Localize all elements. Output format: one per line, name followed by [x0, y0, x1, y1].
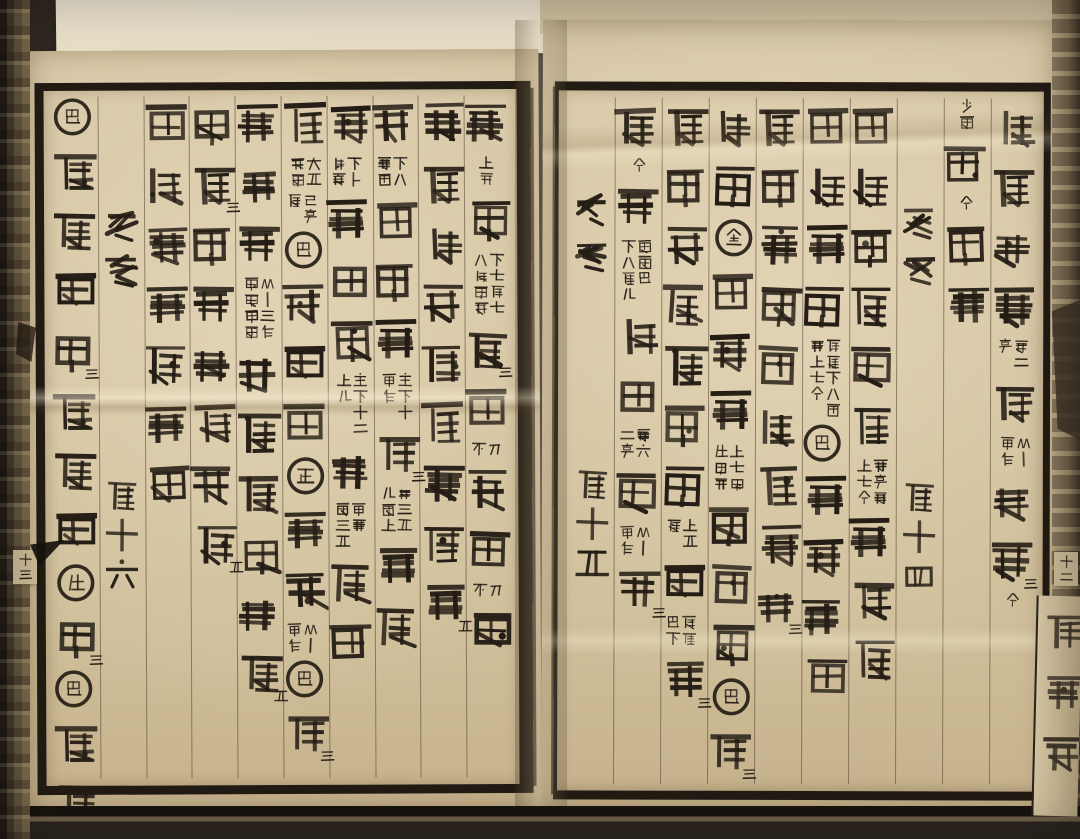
annotation-line [352, 373, 367, 436]
script-glyph [281, 396, 327, 450]
script-glyph [464, 522, 510, 576]
right-page-columns [565, 97, 1037, 784]
annotation-line [636, 239, 651, 302]
text-column [800, 98, 849, 784]
script-glyph [942, 216, 988, 270]
tone-circle-mark [802, 423, 842, 463]
script-glyph [190, 156, 236, 210]
script-glyph [328, 96, 374, 150]
phonetic-annotation [959, 98, 974, 129]
script-glyph [706, 497, 752, 551]
script-glyph [52, 503, 98, 557]
annotation-line [331, 156, 346, 187]
glyph-index-suffix [412, 468, 426, 487]
script-glyph [373, 312, 419, 366]
annotation-line [872, 458, 887, 505]
script-glyph [375, 538, 421, 592]
script-glyph [846, 338, 892, 392]
script-glyph [612, 98, 658, 152]
script-glyph [328, 442, 374, 496]
phonetic-annotation [1005, 593, 1020, 608]
script-glyph [419, 515, 465, 569]
annotation-line [351, 502, 366, 549]
text-column [612, 98, 661, 784]
phonetic-annotation [1000, 436, 1031, 467]
annotation-line [473, 252, 488, 315]
glyph-index-suffix [788, 621, 802, 640]
annotation-line [287, 622, 302, 653]
phonetic-annotation [290, 156, 321, 187]
script-glyph [420, 455, 466, 509]
script-glyph [617, 308, 663, 362]
script-glyph [756, 278, 802, 332]
tone-circle-mark [54, 669, 94, 709]
script-glyph [53, 609, 99, 663]
script-glyph [662, 218, 708, 272]
phonetic-annotation [620, 239, 651, 302]
script-glyph [52, 443, 98, 497]
annotation-line [619, 525, 634, 556]
script-glyph [755, 458, 801, 512]
text-column [417, 95, 466, 777]
annotation-line [631, 158, 646, 173]
script-glyph [803, 98, 849, 152]
script-glyph [238, 645, 284, 699]
script-glyph [279, 276, 325, 330]
script-glyph [803, 469, 849, 523]
annotation-line [713, 444, 728, 491]
script-glyph [756, 218, 802, 272]
script-glyph [659, 555, 705, 609]
annotation-line [303, 193, 318, 224]
text-column [234, 96, 283, 778]
annotation-line [473, 582, 488, 597]
script-glyph [754, 98, 800, 152]
script-glyph [616, 562, 662, 616]
script-glyph [328, 253, 374, 307]
glyph-index-suffix [1024, 576, 1038, 595]
script-glyph [189, 96, 235, 150]
annotation-line [1013, 339, 1028, 370]
script-glyph [753, 398, 799, 452]
script-glyph [238, 525, 284, 579]
script-glyph [847, 511, 893, 565]
annotation-line [681, 615, 696, 646]
script-glyph [805, 218, 851, 272]
text-column [894, 98, 943, 784]
script-glyph [850, 571, 896, 625]
chapter-number [902, 478, 936, 594]
phonetic-annotation [666, 518, 697, 549]
script-glyph [235, 216, 281, 270]
script-glyph [145, 456, 191, 510]
annotation-line [382, 373, 397, 420]
glyph-index-suffix [742, 766, 756, 785]
script-glyph [466, 192, 512, 246]
script-glyph [709, 98, 755, 152]
text-column [565, 97, 614, 783]
annotation-line [825, 338, 840, 417]
script-glyph [988, 472, 1034, 526]
annotation-line [1016, 436, 1031, 467]
script-glyph [236, 156, 282, 210]
script-glyph [418, 275, 464, 329]
script-glyph [51, 203, 97, 257]
script-glyph [52, 143, 98, 197]
script-glyph [329, 313, 375, 367]
script-glyph [847, 218, 893, 272]
script-glyph [142, 336, 188, 390]
script-glyph [143, 96, 189, 150]
phonetic-annotation [856, 458, 887, 505]
script-glyph [283, 562, 329, 616]
script-glyph [752, 578, 798, 632]
phonetic-annotation [336, 373, 367, 436]
text-column [371, 95, 420, 777]
annotation-line [489, 252, 504, 315]
phonetic-annotation [244, 276, 275, 339]
script-glyph [371, 598, 417, 652]
script-glyph [660, 458, 706, 512]
annotation-line [287, 193, 302, 224]
script-glyph [757, 518, 803, 572]
glyph-index-suffix [698, 695, 712, 714]
script-glyph [989, 158, 1035, 212]
script-glyph [848, 398, 894, 452]
script-glyph [193, 516, 239, 570]
glyph-index-suffix [458, 618, 472, 637]
text-column [96, 97, 145, 779]
phonetic-annotation [472, 441, 503, 456]
script-glyph [800, 529, 846, 583]
phonetic-annotation [335, 502, 366, 549]
text-column [51, 97, 100, 779]
left-book-edge [0, 0, 30, 839]
script-glyph [709, 557, 755, 611]
phonetic-annotation [713, 444, 744, 491]
phonetic-annotation [809, 338, 840, 417]
folio-number-left [13, 550, 37, 584]
right-page [541, 19, 1057, 812]
script-glyph [662, 652, 708, 706]
script-glyph [941, 135, 987, 189]
script-glyph [709, 617, 755, 671]
phonetic-annotation [619, 428, 650, 459]
annotation-line [997, 339, 1012, 370]
script-glyph [464, 462, 510, 516]
script-glyph [283, 96, 329, 150]
annotation-line [665, 615, 680, 646]
annotation-line [959, 195, 974, 210]
bottom-page-stack-edge [0, 806, 1080, 839]
annotation-line [336, 373, 351, 436]
script-glyph [468, 603, 514, 657]
script-glyph [461, 95, 507, 149]
script-glyph [659, 278, 705, 332]
script-glyph [53, 715, 99, 769]
script-glyph [755, 338, 801, 392]
script-glyph [324, 193, 370, 247]
annotation-line [306, 156, 321, 187]
script-glyph [420, 215, 466, 269]
script-glyph [663, 338, 709, 392]
script-glyph [848, 98, 894, 152]
chapter-number [105, 477, 140, 593]
phonetic-annotation [631, 158, 646, 173]
annotation-line [635, 428, 650, 459]
script-glyph [422, 575, 468, 629]
glyph-index-suffix [274, 688, 288, 707]
annotation-line [244, 276, 259, 339]
script-glyph [799, 278, 845, 332]
script-glyph [327, 615, 373, 669]
script-glyph [235, 465, 281, 519]
annotation-line [382, 486, 397, 533]
script-glyph [326, 555, 372, 609]
phonetic-annotation [959, 195, 974, 210]
annotation-line [619, 428, 634, 459]
tone-circle-mark [711, 677, 751, 717]
tone-circle-mark [56, 563, 96, 603]
text-column [142, 96, 191, 778]
script-glyph [418, 335, 464, 389]
script-glyph [419, 155, 465, 209]
script-glyph [988, 532, 1034, 586]
text-column [659, 98, 708, 784]
script-glyph [234, 585, 280, 639]
script-glyph [51, 383, 97, 437]
annotation-line [377, 156, 392, 187]
script-glyph [662, 158, 708, 212]
annotation-line [666, 518, 681, 549]
phonetic-annotation [287, 193, 318, 224]
script-glyph [188, 216, 234, 270]
annotation-line [335, 502, 350, 549]
script-glyph [612, 465, 658, 519]
glyph-index-suffix [229, 559, 243, 578]
annotation-line [809, 338, 824, 417]
annotation-line [472, 441, 487, 456]
script-glyph [371, 252, 417, 306]
annotation-line [290, 156, 305, 187]
annotation-line [303, 622, 318, 653]
annotation-line [1000, 436, 1015, 467]
script-glyph [707, 324, 753, 378]
stacked-pages-texture [0, 0, 30, 839]
phonetic-annotation [287, 622, 318, 653]
script-glyph [804, 649, 850, 703]
script-glyph [663, 98, 709, 152]
text-column [325, 96, 374, 778]
annotation-line [635, 525, 650, 556]
annotation-line [1005, 593, 1020, 608]
script-glyph [189, 276, 235, 330]
script-glyph [145, 216, 191, 270]
glyph-index-suffix [321, 748, 335, 767]
text-column [280, 96, 329, 778]
script-glyph [280, 336, 326, 390]
annotation-line [393, 155, 408, 186]
script-glyph [369, 95, 415, 149]
script-glyph [993, 99, 1039, 153]
text-column [706, 98, 755, 784]
script-glyph [233, 345, 279, 399]
script-glyph [419, 395, 465, 449]
annotation-line [856, 458, 871, 505]
script-glyph [805, 158, 851, 212]
chapter-number [575, 465, 609, 581]
script-glyph [708, 384, 754, 438]
script-glyph [372, 192, 418, 246]
phonetic-annotation [382, 485, 413, 532]
text-column [847, 98, 896, 784]
script-glyph [991, 279, 1037, 333]
text-column [988, 98, 1037, 784]
script-glyph [706, 723, 752, 777]
annotation-line [260, 276, 275, 339]
script-glyph [283, 502, 329, 556]
tone-circle-mark [714, 218, 754, 258]
script-glyph [375, 425, 421, 479]
script-glyph [848, 158, 894, 212]
tone-circle-mark [53, 97, 93, 137]
script-glyph [462, 321, 508, 375]
script-glyph [462, 381, 508, 435]
annotation-line [959, 98, 974, 129]
script-glyph [615, 368, 661, 422]
script-glyph [140, 156, 186, 210]
script-glyph [51, 263, 97, 317]
script-glyph [188, 456, 234, 510]
phonetic-annotation [479, 155, 494, 186]
annotation-line [398, 485, 413, 532]
annotation-line [489, 582, 504, 597]
annotation-line [488, 441, 503, 456]
annotation-line [479, 155, 494, 186]
annotation-line [729, 444, 744, 491]
script-glyph [799, 589, 845, 643]
phonetic-annotation [331, 156, 362, 187]
script-glyph [233, 96, 279, 150]
phonetic-annotation [665, 615, 696, 646]
script-glyph [49, 323, 95, 377]
script-glyph [420, 95, 466, 149]
script-glyph [187, 336, 233, 390]
phonetic-annotation [382, 372, 413, 419]
script-glyph [756, 158, 802, 212]
script-glyph [143, 396, 189, 450]
annotation-line [398, 372, 413, 419]
script-glyph [235, 405, 281, 459]
script-glyph [851, 631, 897, 685]
script-glyph [945, 276, 991, 330]
text-column [188, 96, 237, 778]
section-title [899, 202, 937, 290]
text-column [463, 95, 512, 777]
glyph-index-suffix [652, 605, 666, 624]
phonetic-annotation [619, 525, 650, 556]
script-glyph [847, 278, 893, 332]
annotation-line [620, 239, 635, 302]
page-curl-partial-column [1031, 595, 1080, 816]
script-glyph [991, 376, 1037, 430]
section-title [102, 205, 140, 293]
text-column [941, 98, 990, 784]
tone-circle-mark [284, 230, 324, 270]
tone-circle-mark [285, 659, 325, 699]
section-title [572, 189, 610, 277]
script-glyph [660, 398, 706, 452]
script-glyph [989, 218, 1035, 272]
script-glyph [192, 396, 238, 450]
phonetic-annotation [473, 252, 504, 315]
folio-number-right [1054, 552, 1078, 586]
phonetic-annotation [473, 582, 504, 597]
annotation-line [347, 156, 362, 187]
phonetic-annotation [377, 155, 408, 186]
tone-circle-mark [286, 456, 326, 496]
left-page [26, 49, 541, 815]
script-glyph [285, 705, 331, 759]
script-glyph [708, 264, 754, 318]
phonetic-annotation [997, 339, 1028, 370]
script-glyph [144, 276, 190, 330]
script-glyph [710, 158, 756, 212]
script-glyph [614, 179, 660, 233]
left-page-columns [51, 95, 512, 779]
text-column [753, 98, 802, 784]
annotation-line [682, 518, 697, 549]
